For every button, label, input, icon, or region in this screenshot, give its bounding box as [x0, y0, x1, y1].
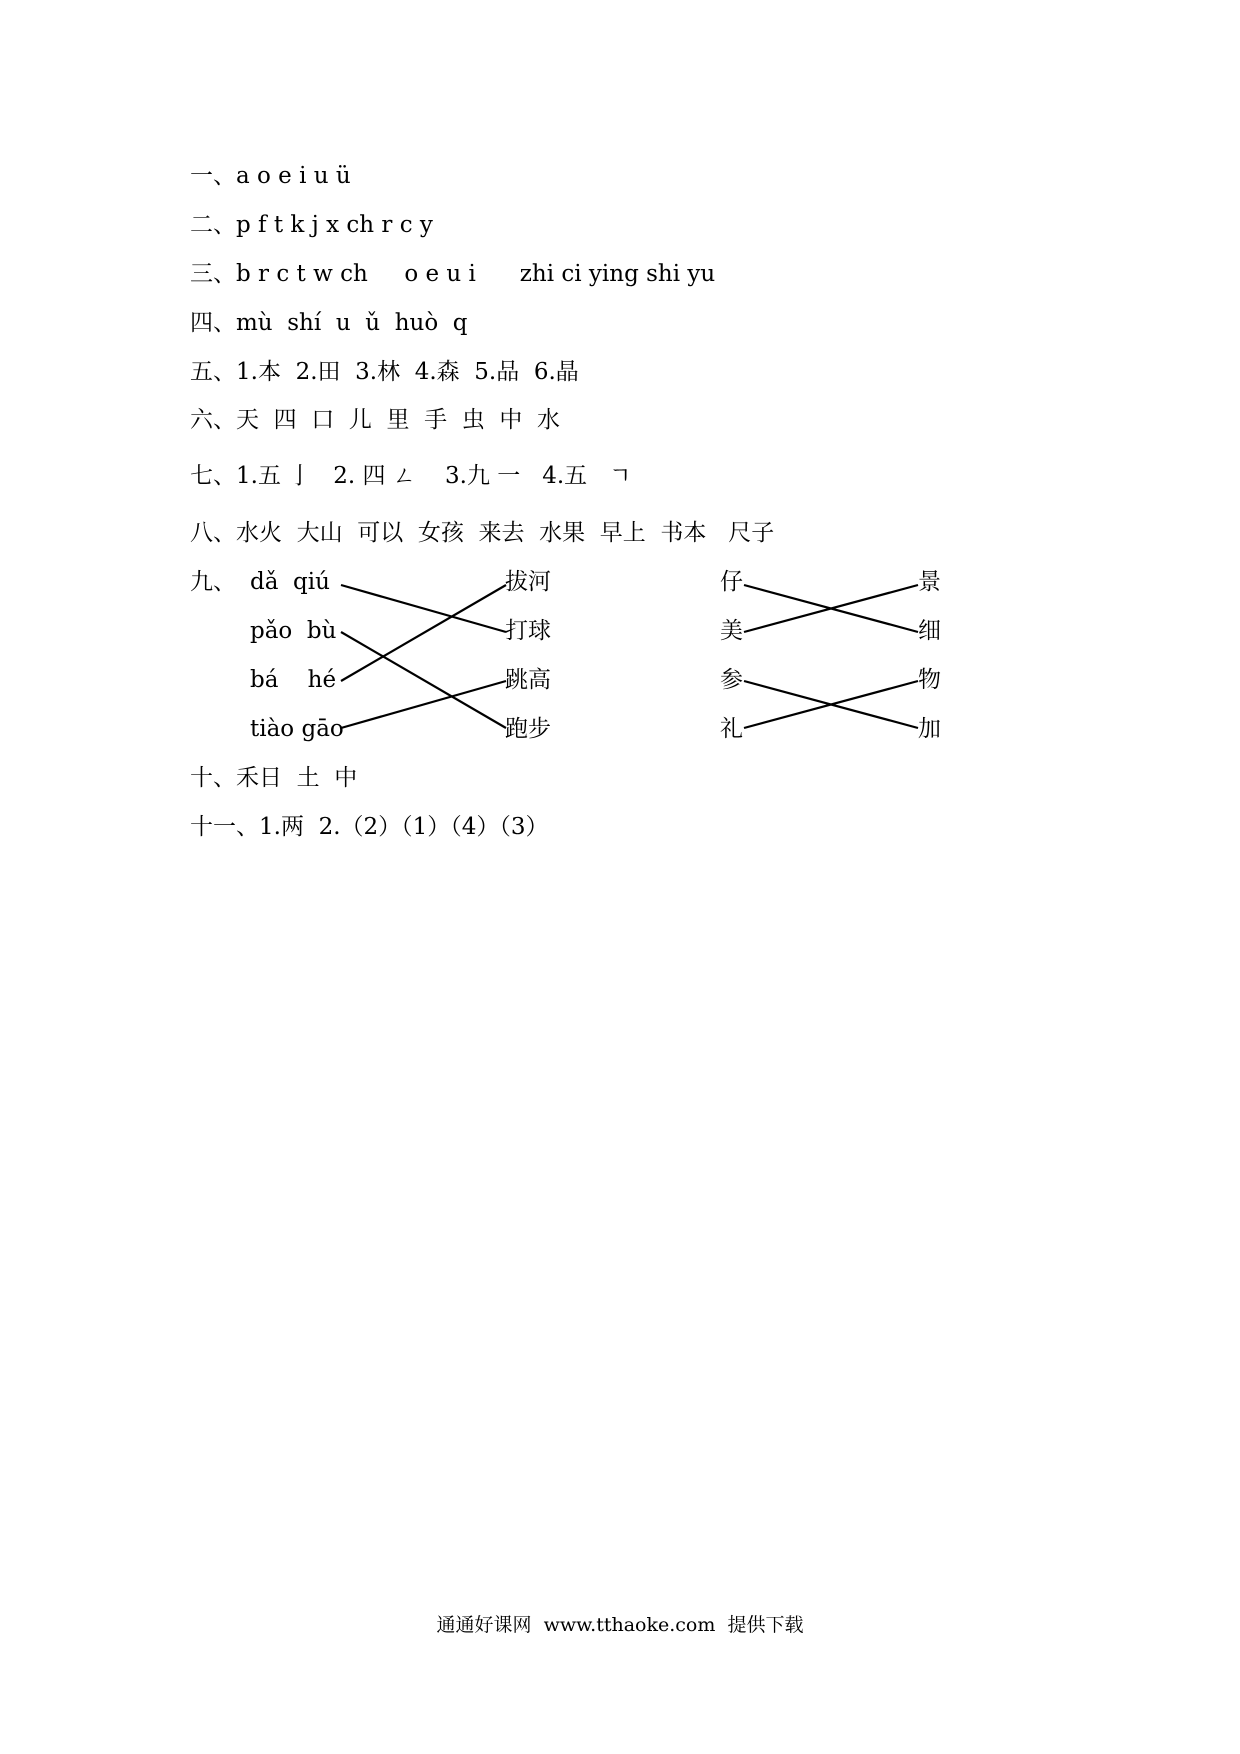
answer-q4: 四、mù shí u ǔ huò q: [190, 310, 468, 336]
q9-word-3: 跳高: [505, 667, 551, 693]
q9-word-4: 跑步: [505, 716, 551, 742]
q9-char-left-2: 美: [720, 618, 743, 644]
char-pair-links: [744, 585, 918, 728]
answer-q7: 七、1.五 亅 2. 四 ㄥ 3.九 一 4.五 ㄱ: [190, 463, 632, 489]
pinyin-link-3: [341, 585, 506, 681]
pinyin-link-1: [341, 585, 506, 632]
q9-char-right-4: 加: [918, 716, 941, 742]
pinyin-link-4: [341, 681, 506, 728]
pinyin-link-2: [341, 632, 506, 728]
answer-q11: 十一、1.两 2.（2）（1）（4）（3）: [190, 814, 549, 840]
answer-q5: 五、1.本 2.田 3.林 4.森 5.品 6.晶: [190, 359, 579, 385]
q9-pinyin-3: bá hé: [250, 667, 337, 693]
q9-label: 九、: [190, 569, 236, 595]
q9-pinyin-1: dǎ qiú: [250, 569, 330, 595]
q9-char-left-3: 参: [720, 667, 743, 693]
q9-char-left-4: 礼: [720, 716, 743, 742]
q9-pinyin-4: tiào gāo: [250, 716, 344, 742]
q9-char-right-1: 景: [918, 569, 941, 595]
answer-q8: 八、水火 大山 可以 女孩 来去 水果 早上 书本 尺子: [190, 520, 775, 546]
q9-word-1: 拔河: [505, 569, 551, 595]
answer-q6: 六、天 四 口 儿 里 手 虫 中 水: [190, 407, 560, 433]
answer-q10: 十、禾日 土 中: [190, 765, 358, 791]
q9-char-right-3: 物: [918, 667, 941, 693]
pinyin-word-links: [341, 585, 506, 728]
answer-q3: 三、b r c t w ch o e u i zhi ci ying shi yu: [190, 261, 716, 287]
q9-char-right-2: 细: [918, 618, 941, 644]
q9-char-left-1: 仔: [720, 569, 743, 595]
answer-q1: 一、a o e i u ü: [190, 163, 351, 189]
answer-q2: 二、p f t k j x ch r c y: [190, 212, 433, 238]
q9-word-2: 打球: [505, 618, 551, 644]
q9-pinyin-2: pǎo bù: [250, 618, 337, 644]
footer-source: 通通好课网 www.tthaoke.com 提供下载: [436, 1614, 804, 1636]
